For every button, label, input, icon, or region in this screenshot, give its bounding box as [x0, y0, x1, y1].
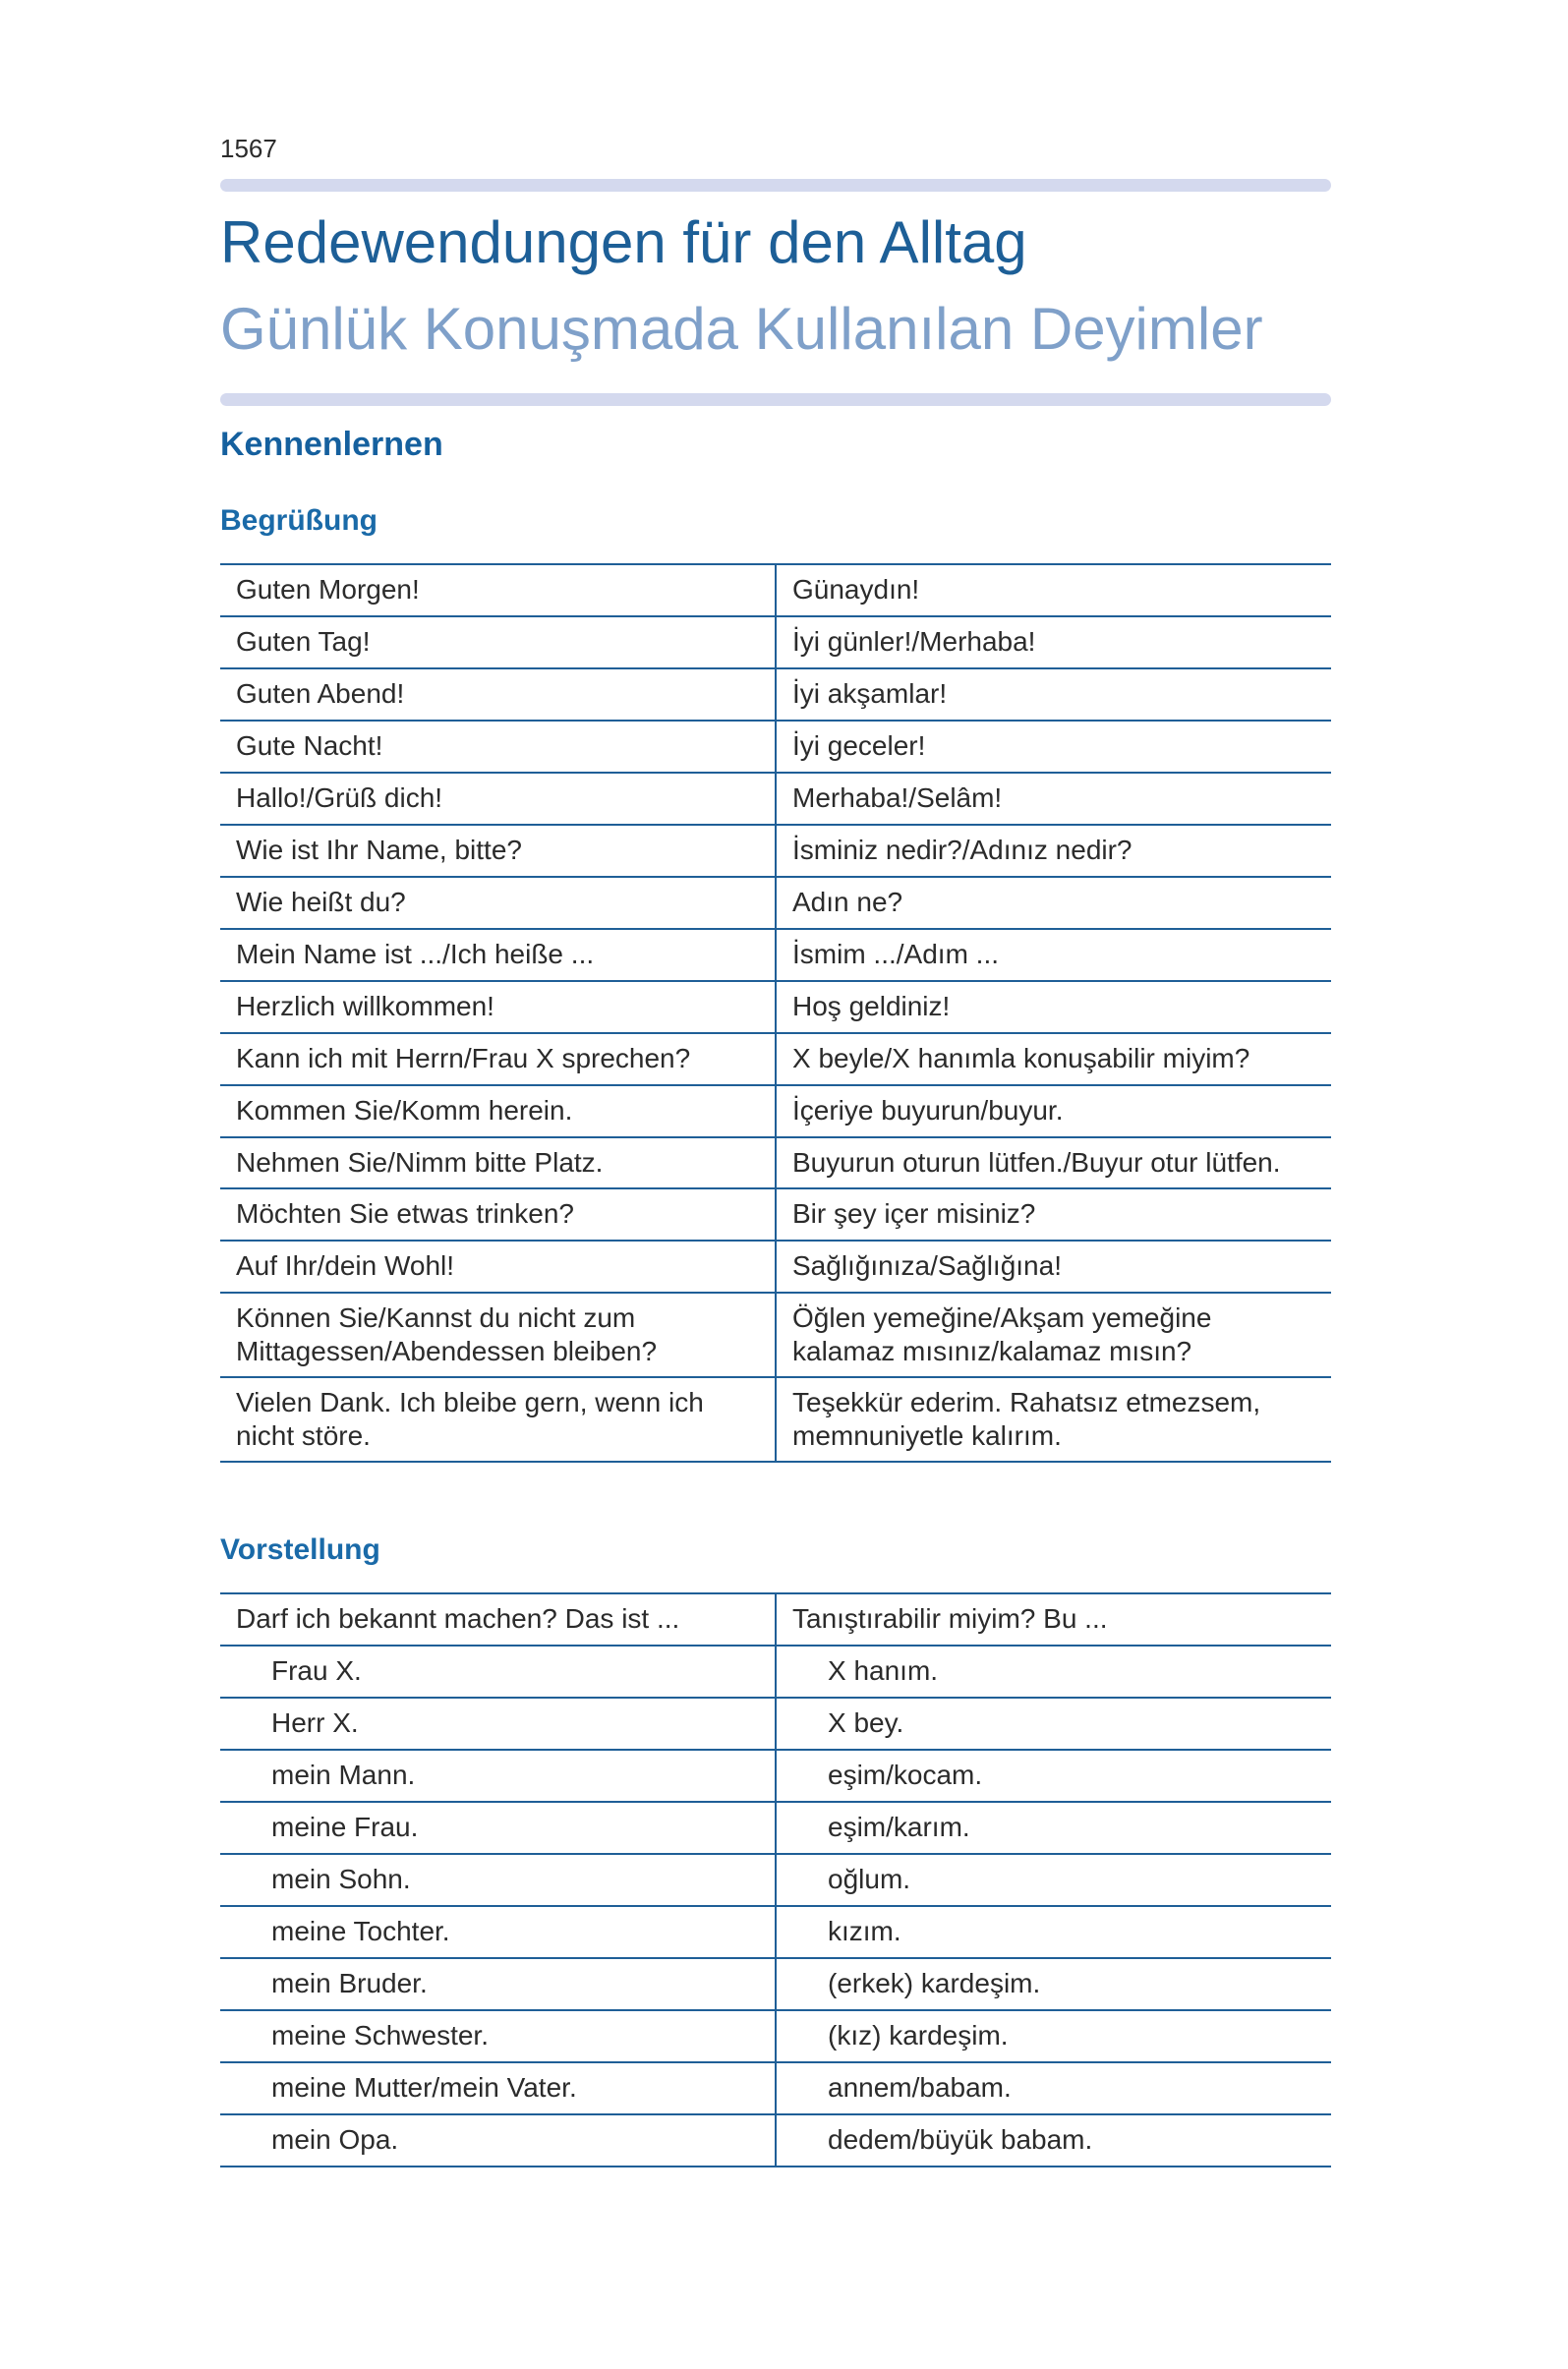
german-phrase: meine Schwester. — [220, 2010, 776, 2062]
table-row — [220, 1085, 1331, 1137]
section-heading: Kennenlernen — [220, 426, 443, 463]
turkish-phrase: İçeriye buyurun/buyur. — [776, 1085, 1331, 1137]
turkish-phrase: Öğlen yemeğine/Akşam yemeğine kalamaz mısınız/kalamaz mısın? — [776, 1293, 1331, 1377]
table-row — [220, 1293, 1331, 1377]
turkish-phrase: kızım. — [776, 1906, 1331, 1958]
turkish-phrase: İyi akşamlar! — [776, 668, 1331, 721]
turkish-phrase: dedem/büyük babam. — [776, 2114, 1331, 2167]
german-phrase: Können Sie/Kannst du nicht zum Mittagessen/Abendessen bleiben? — [220, 1293, 776, 1377]
turkish-phrase: oğlum. — [776, 1854, 1331, 1906]
german-phrase: meine Tochter. — [220, 1906, 776, 1958]
turkish-phrase: (kız) kardeşim. — [776, 2010, 1331, 2062]
table-row — [220, 564, 1331, 616]
greeting-table — [220, 563, 1331, 1463]
turkish-phrase: (erkek) kardeşim. — [776, 1958, 1331, 2010]
table-row — [220, 1593, 1331, 1646]
turkish-phrase: Teşekkür ederim. Rahatsız etmezsem, memnuniyetle kalırım. — [776, 1377, 1331, 1462]
german-phrase: meine Mutter/mein Vater. — [220, 2062, 776, 2114]
table-row — [220, 877, 1331, 929]
german-phrase: mein Opa. — [220, 2114, 776, 2167]
table-row — [220, 2062, 1331, 2114]
german-phrase: mein Sohn. — [220, 1854, 776, 1906]
german-phrase: Guten Tag! — [220, 616, 776, 668]
page-number: 1567 — [220, 134, 277, 163]
german-phrase: Guten Morgen! — [220, 564, 776, 616]
turkish-phrase: İyi günler!/Merhaba! — [776, 616, 1331, 668]
page-subtitle: Günlük Konuşmada Kullanılan Deyimler — [220, 296, 1263, 362]
german-phrase: Kann ich mit Herrn/Frau X sprechen? — [220, 1033, 776, 1085]
german-phrase: Herzlich willkommen! — [220, 981, 776, 1033]
table-row — [220, 981, 1331, 1033]
table-row — [220, 1377, 1331, 1462]
table-row — [220, 1698, 1331, 1750]
header-rule — [220, 179, 1331, 192]
turkish-phrase: İyi geceler! — [776, 721, 1331, 773]
turkish-phrase: Adın ne? — [776, 877, 1331, 929]
turkish-phrase: X hanım. — [776, 1646, 1331, 1698]
german-phrase: Frau X. — [220, 1646, 776, 1698]
table-row — [220, 668, 1331, 721]
table-row — [220, 929, 1331, 981]
turkish-phrase: eşim/karım. — [776, 1802, 1331, 1854]
title-rule — [220, 393, 1331, 406]
table-row — [220, 1188, 1331, 1241]
german-phrase: Wie heißt du? — [220, 877, 776, 929]
turkish-phrase: Tanıştırabilir miyim? Bu ... — [776, 1593, 1331, 1646]
german-phrase: meine Frau. — [220, 1802, 776, 1854]
table-row — [220, 1750, 1331, 1802]
table-row — [220, 1802, 1331, 1854]
table-row — [220, 825, 1331, 877]
table-row — [220, 1958, 1331, 2010]
table-row — [220, 1854, 1331, 1906]
turkish-phrase: İsmim .../Adım ... — [776, 929, 1331, 981]
table-row — [220, 2010, 1331, 2062]
greeting-heading: Begrüßung — [220, 504, 377, 537]
german-phrase: Hallo!/Grüß dich! — [220, 773, 776, 825]
german-phrase: Möchten Sie etwas trinken? — [220, 1188, 776, 1241]
turkish-phrase: Hoş geldiniz! — [776, 981, 1331, 1033]
turkish-phrase: Günaydın! — [776, 564, 1331, 616]
table-row — [220, 721, 1331, 773]
german-phrase: Herr X. — [220, 1698, 776, 1750]
german-phrase: Nehmen Sie/Nimm bitte Platz. — [220, 1137, 776, 1188]
german-phrase: Mein Name ist .../Ich heiße ... — [220, 929, 776, 981]
table-row — [220, 2114, 1331, 2167]
turkish-phrase: annem/babam. — [776, 2062, 1331, 2114]
table-row — [220, 1033, 1331, 1085]
german-phrase: Wie ist Ihr Name, bitte? — [220, 825, 776, 877]
turkish-phrase: X beyle/X hanımla konuşabilir miyim? — [776, 1033, 1331, 1085]
german-phrase: Kommen Sie/Komm herein. — [220, 1085, 776, 1137]
table-row — [220, 1241, 1331, 1293]
introduction-table — [220, 1592, 1331, 2167]
page-title: Redewendungen für den Alltag — [220, 209, 1027, 275]
turkish-phrase: Sağlığınıza/Sağlığına! — [776, 1241, 1331, 1293]
german-phrase: Darf ich bekannt machen? Das ist ... — [220, 1593, 776, 1646]
turkish-phrase: Bir şey içer misiniz? — [776, 1188, 1331, 1241]
table-row — [220, 773, 1331, 825]
turkish-phrase: İsminiz nedir?/Adınız nedir? — [776, 825, 1331, 877]
turkish-phrase: eşim/kocam. — [776, 1750, 1331, 1802]
turkish-phrase: Merhaba!/Selâm! — [776, 773, 1331, 825]
introduction-heading: Vorstellung — [220, 1533, 380, 1566]
german-phrase: Gute Nacht! — [220, 721, 776, 773]
german-phrase: Vielen Dank. Ich bleibe gern, wenn ich nicht störe. — [220, 1377, 776, 1462]
german-phrase: mein Bruder. — [220, 1958, 776, 2010]
table-row — [220, 1137, 1331, 1188]
table-row — [220, 616, 1331, 668]
german-phrase: Auf Ihr/dein Wohl! — [220, 1241, 776, 1293]
turkish-phrase: Buyurun oturun lütfen./Buyur otur lütfen. — [776, 1137, 1331, 1188]
table-row — [220, 1906, 1331, 1958]
german-phrase: mein Mann. — [220, 1750, 776, 1802]
table-row — [220, 1646, 1331, 1698]
german-phrase: Guten Abend! — [220, 668, 776, 721]
turkish-phrase: X bey. — [776, 1698, 1331, 1750]
